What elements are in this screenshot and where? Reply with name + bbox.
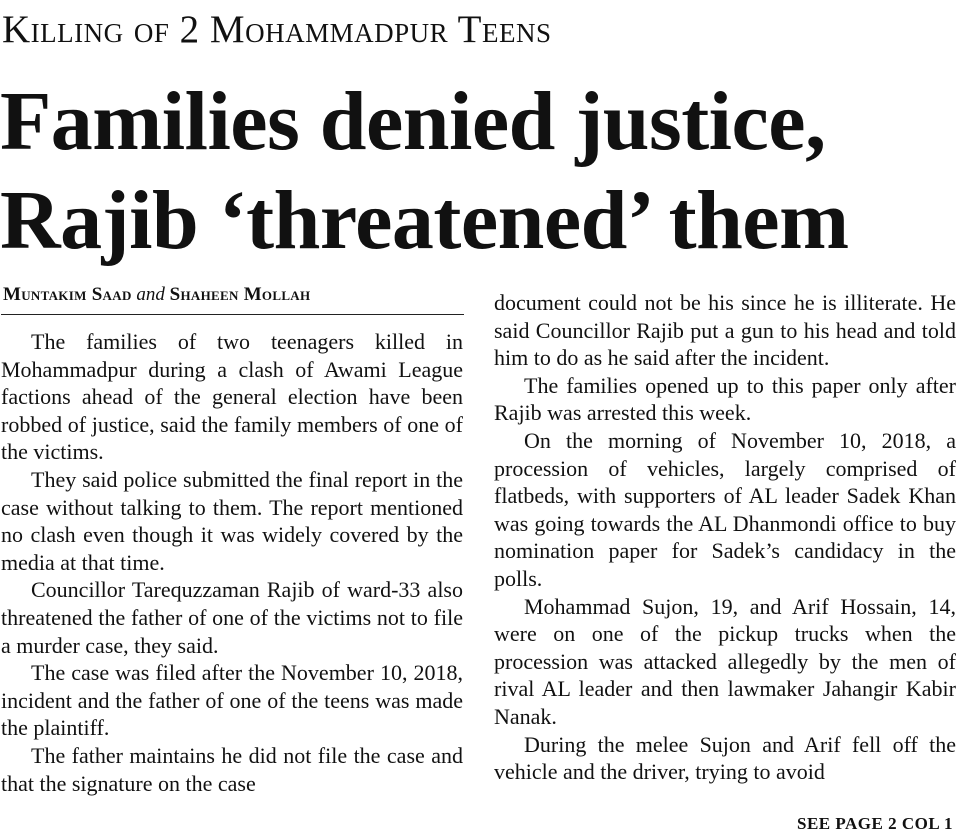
paragraph: The case was filed after the November 10, 2018, incident and the father of one of the teens was made the plaintiff. bbox=[1, 660, 463, 741]
byline-divider bbox=[1, 314, 464, 315]
byline-conjunction: and bbox=[136, 284, 165, 305]
paragraph: The families of two teenagers killed in Mohammadpur during a clash of Awami League factions ahead of the general election have been robbed of justice, said the family members of one of the victims. bbox=[1, 329, 463, 465]
paragraph: On the morning of November 10, 2018, a procession of vehicles, largely comprised of flatbeds, with supporters of AL leader Sadek Khan was going towards the AL Dhanmondi office to buy nomination paper for Sadek’s candidacy in the polls. bbox=[494, 427, 956, 591]
paragraph: Mohammad Sujon, 19, and Arif Hossain, 14, were on one of the pickup trucks when the procession was attacked allegedly by the men of rival AL leader and then lawmaker Jahangir Kabir Nanak. bbox=[494, 593, 956, 729]
byline-author-1: Muntakim Saad bbox=[3, 284, 132, 305]
paragraph: Councillor Tarequzzaman Rajib of ward-33 also threatened the father of one of the victims not to file a murder case, they said. bbox=[1, 577, 463, 658]
paragraph: The families opened up to this paper only after Rajib was arrested this week. bbox=[494, 372, 956, 426]
article-column-right bbox=[494, 289, 956, 786]
paragraph: The father maintains he did not file the case and that the signature on the case bbox=[1, 742, 463, 796]
paragraph: They said police submitted the final report in the case without talking to them. The report mentioned no clash even though it was widely covered by the media at that time. bbox=[1, 466, 463, 575]
paragraph: During the melee Sujon and Arif fell off the vehicle and the driver, trying to avoid bbox=[494, 731, 956, 785]
headline-line-2: Rajib ‘threatened’ them bbox=[0, 174, 849, 267]
byline-author-2: Shaheen Mollah bbox=[169, 284, 311, 305]
kicker: Killing of 2 Mohammadpur Teens bbox=[2, 8, 552, 51]
paragraph: document could not be his since he is illiterate. He said Councillor Rajib put a gun to his head and told him to do as he said after the incident. bbox=[494, 290, 956, 371]
byline bbox=[3, 283, 463, 307]
continuation-note: SEE PAGE 2 COL 1 bbox=[797, 814, 953, 833]
article-column-left bbox=[1, 328, 463, 797]
headline-line-1: Families denied justice, bbox=[0, 75, 826, 168]
headline bbox=[0, 72, 957, 270]
